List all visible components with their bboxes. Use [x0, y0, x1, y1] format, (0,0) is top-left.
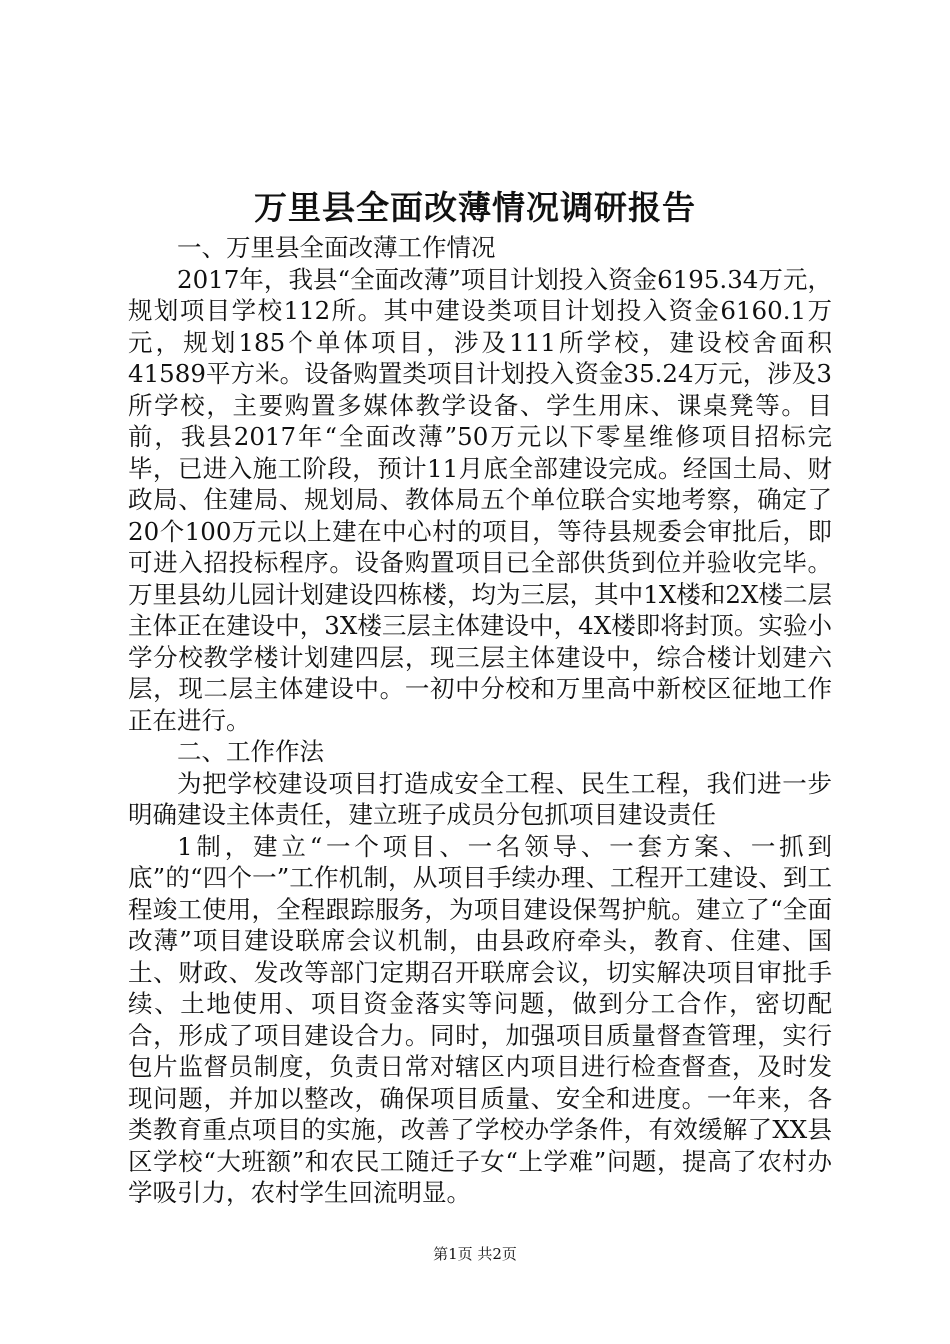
- paragraph-responsibility: 为把学校建设项目打造成安全工程、民生工程，我们进一步明确建设主体责任，建立班子成员分包抓项目建设责任: [128, 768, 832, 829]
- paragraph-progress: 2017年，我县“全面改薄”项目计划投入资金6195.34万元，规划项目学校112所。其中建设类项目计划投入资金6160.1万元，规划185个单体项目，涉及111所学校，建设校舍面积41589平方米。设备购置类项目计划投入资金35.24万元，涉及3所学校，主要购置多媒体教学设备、学生用床、课桌凳等。目前，我县2017年“全面改薄”50万元以下零星维修项目招标完毕，已进入施工阶段，预计11月底全部建设完成。经国土局、财政局、住建局、规划局、教体局五个单位联合实地考察，确定了20个100万元以上建在中心村的项目，等待县规委会审批后，即可进入招投标程序。设备购置项目已全部供货到位并验收完毕。万里县幼儿园计划建设四栋楼，均为三层，其中1X楼和2X楼二层主体正在建设中，3X楼三层主体建设中，4X楼即将封顶。实验小学分校教学楼计划建四层，现三层主体建设中，综合楼计划建六层，现二层主体建设中。一初中分校和万里高中新校区征地工作正在进行。: [128, 264, 832, 735]
- section-heading-1: 一、万里县全面改薄工作情况: [177, 233, 496, 262]
- page-footer: 第1页 共2页: [433, 1245, 517, 1263]
- section-heading-2: 二、工作作法: [177, 737, 324, 766]
- document-title: 万里县全面改薄情况调研报告: [254, 188, 696, 227]
- paragraph-mechanism: 1制，建立“一个项目、一名领导、一套方案、一抓到底”的“四个一”工作机制，从项目手续办理、工程开工建设、到工程竣工使用，全程跟踪服务，为项目建设保驾护航。建立了“全面改薄”项目建设联席会议机制，由县政府牵头，教育、住建、国土、财政、发改等部门定期召开联席会议，切实解决项目审批手续、土地使用、项目资金落实等问题，做到分工合作，密切配合，形成了项目建设合力。同时，加强项目质量督查管理，实行包片监督员制度，负责日常对辖区内项目进行检查督查，及时发现问题，并加以整改，确保项目质量、安全和进度。一年来，各类教育重点项目的实施，改善了学校办学条件，有效缓解了XX县区学校“大班额”和农民工随迁子女“上学难”问题，提高了农村办学吸引力，农村学生回流明显。: [128, 831, 832, 1207]
- document-body: [128, 232, 832, 1209]
